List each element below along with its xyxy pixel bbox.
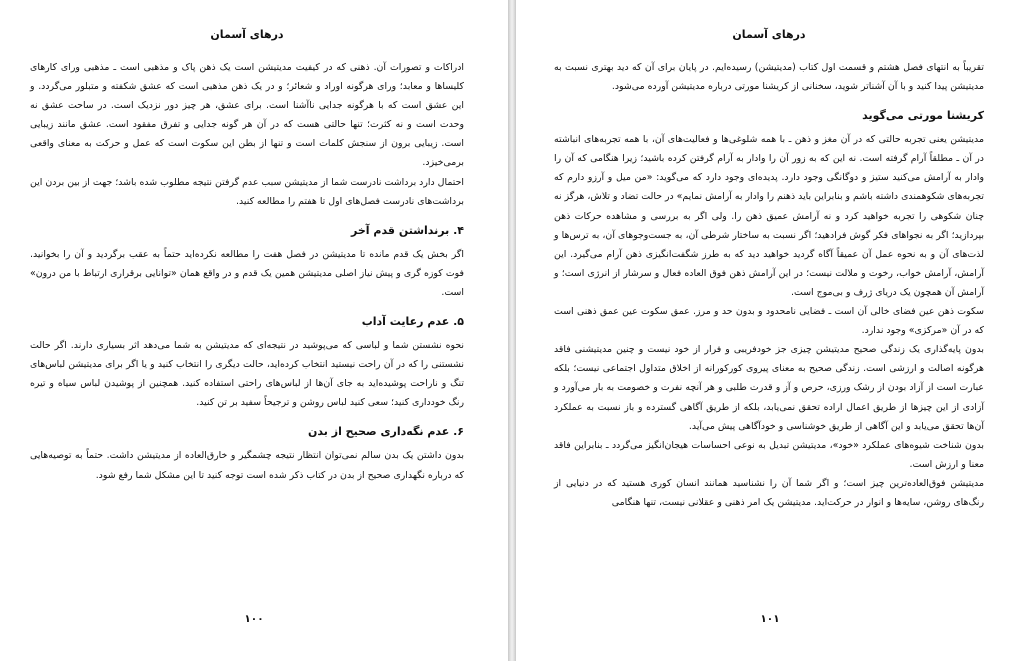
paragraph: اگر بخش یک قدم مانده تا مدیتیشن در فصل هفت را مطالعه نکرده‌اید حتماً به عقب برگردید و آن را بخوانید. فوت کوزه گری و پیش نیاز اصلی مدیتیشن همین یک قدم و در واقع همان «توانایی برقراری ارتباط با من درون» است. [30,248,464,298]
paragraph: ادراکات و تصورات آن. ذهنی که در کیفیت مدیتیشن است یک ذهن پاک و مذهبی است ـ مذهبی ورای کارهای کلیساها و معابد؛ ورای هرگونه اوراد و شعائر؛ و در یک ذهن مذهبی است که عشق شکفته و متبلور می‌گردد. و این عشق است که با هرگونه جدایی ناآشنا است. برای عشق، هر چیز دور نزدیک است. در ساحت عشق نه وحدت است و نه کثرت؛ تنها حالتی هست که در آن هر گونه جدایی و تفرق مفقود است. عشق مانند زیبایی است. زیبایی برون از سنجش کلمات است و تنها از بطن این سکوت است که عمل و حرکت به معنای واقعی برمی‌خیزد. [30,62,464,169]
section-heading: ۴. برنداشتن قدم آخر [351,223,464,237]
page-number: ۱۰۱ [760,613,780,625]
running-head: درهای آسمان [210,28,284,41]
section-heading: ۶. عدم نگه‌داری صحیح از بدن [308,425,464,439]
page-number: ۱۰۰ [244,613,264,625]
paragraph: نحوه نشستن شما و لباسی که می‌پوشید در نتیجه‌ای که مدیتیشن به شما می‌دهد اثر بسیاری دارند. اگر حالت نشستنی را که در آن راحت نیستید انتخاب کرده‌اید، حالت دیگری را انتخاب کنید و یا اگر برای مدیتیشن لباس‌های تنگ و ناراحت پوشیده‌اید به جای آن‌ها از لباس‌های راحتی استفاده کنید. همچنین از پوشیدن لباس سیاه و تیره رنگ خودداری کنید؛ سعی کنید لباس روشن و ترجیحاً سفید بر تن کنید. [30,340,464,409]
paragraph: بدون داشتن یک بدن سالم نمی‌توان انتظار نتیجه چشمگیر و خارق‌العاده از مدیتیشن داشت. حتماً به توصیه‌هایی که درباره نگهداری صحیح از بدن در کتاب ذکر شده است توجه کنید تا این مشکل شما رفع شود. [30,450,464,481]
page-gutter [508,0,516,661]
page-left [0,0,508,661]
paragraph: مدیتیشن فوق‌العاده‌ترین چیز است؛ و اگر شما آن را نشناسید همانند انسان کوری هستید که در دنیایی از رنگ‌های روشن، سایه‌ها و انوار در حرکت‌اید. مدیتیشن یک امر ذهنی و عقلانی نیست، تنها هنگامی [554,477,984,508]
section-heading: کریشنا مورتی می‌گوید [862,109,984,123]
paragraph: بدون پایه‌گذاری یک زندگی صحیح مدیتیشن چیزی جز خودفریبی و فرار از خود نیست و چنین مدیتیشنی فاقد هرگونه اصالت و ارزشی است. زندگی صحیح به معنای پیروی کورکورانه از اخلاق متداول اجتماعی نیست؛ بلکه عبارت است از آزاد بودن از رشک ورزی، حرص و آز و قدرت طلبی و هر آنچه نفرت و خصومت به بار می‌آورد و آزادی از این چیزها از طریق اعمال اراده تحقق نمی‌یابد، بلکه از طریق آگاهی گسترده و باز نسبت به عملکرد آن‌ها تحقق می‌یابد و این آگاهی از طریق خوشناسی و خودآگاهی پیش می‌آید. [554,344,984,432]
paragraph: تقریباً به انتهای فصل هشتم و قسمت اول کتاب (مدیتیشن) رسیده‌ایم. در پایان برای آن که دید بهتری نسبت به مدیتیشن پیدا کنید و با آن آشناتر شوید، سخنانی از کریشنا مورتی درباره مدیتیشن آورده می‌شود. [554,62,984,93]
page-right [516,0,1024,661]
section-heading: ۵. عدم رعایت آداب [361,315,464,329]
paragraph: احتمال دارد برداشت نادرست شما از مدیتیشن سبب عدم گرفتن نتیجه مطلوب شده باشد؛ جهت از بین بردن این برداشت‌های نادرست فصل‌های اول تا هفتم را مطالعه کنید. [30,176,464,207]
paragraph: مدیتیشن یعنی تجربه حالتی که در آن مغز و ذهن ـ با همه شلوغی‌ها و فعالیت‌های آن، با همه تجربه‌های انباشته در آن ـ مطلقاً آرام گرفته است. نه این که به زور آن را وادار به آرام گرفتن کرده باشید؛ زیرا هنگامی که آن را وادار به آرامش می‌کنید ستیز و دوگانگی وجود دارد. پدیده‌ای وجود دارد که می‌گوید: «من میل و آرزو دارم که تجربه‌های شکوهمندی داشته باشم و بنابراین باید ذهنم را وادار به آرامش نمایم» در حالت تضاد و تلاش، هرگز نه چنان شکوهی را تجربه خواهید کرد و نه آرامش عمیق ذهن را. ولی اگر به بررسی و مشاهده حرکات ذهن بپردازید؛ اگر به نجواهای فکر گوش فرادهید؛ اگر نسبت به ساختار شرطی آن، به جست‌وجوهای آن، به ترس‌ها و لذت‌های آن و به نحوه عمل آن عمیقاً آگاه گردید خواهید دید که به طرز شگفت‌انگیزی ذهن آرام می‌گیرد. این آرامش، آرامش خواب، رخوت و ملالت نیست؛ در این آرامش ذهن فوق العاده فعال و سرشار از انرژی است؛ و آرامش آن همچون یک دریای ژرف و بی‌موج است. [554,134,984,298]
running-head: درهای آسمان [732,28,806,41]
paragraph: سکوت ذهن عین فضای خالی آن است ـ فضایی نامحدود و بدون حد و مرز. عمق سکوت عین عمق ذهنی است که در آن «مرکزی» وجود ندارد. [554,306,984,337]
paragraph: بدون شناخت شیوه‌های عملکرد «خود»، مدیتیشن تبدیل به نوعی احساسات هیجان‌انگیز می‌گردد ـ بنابراین فاقد معنا و ارزش است. [554,439,984,470]
